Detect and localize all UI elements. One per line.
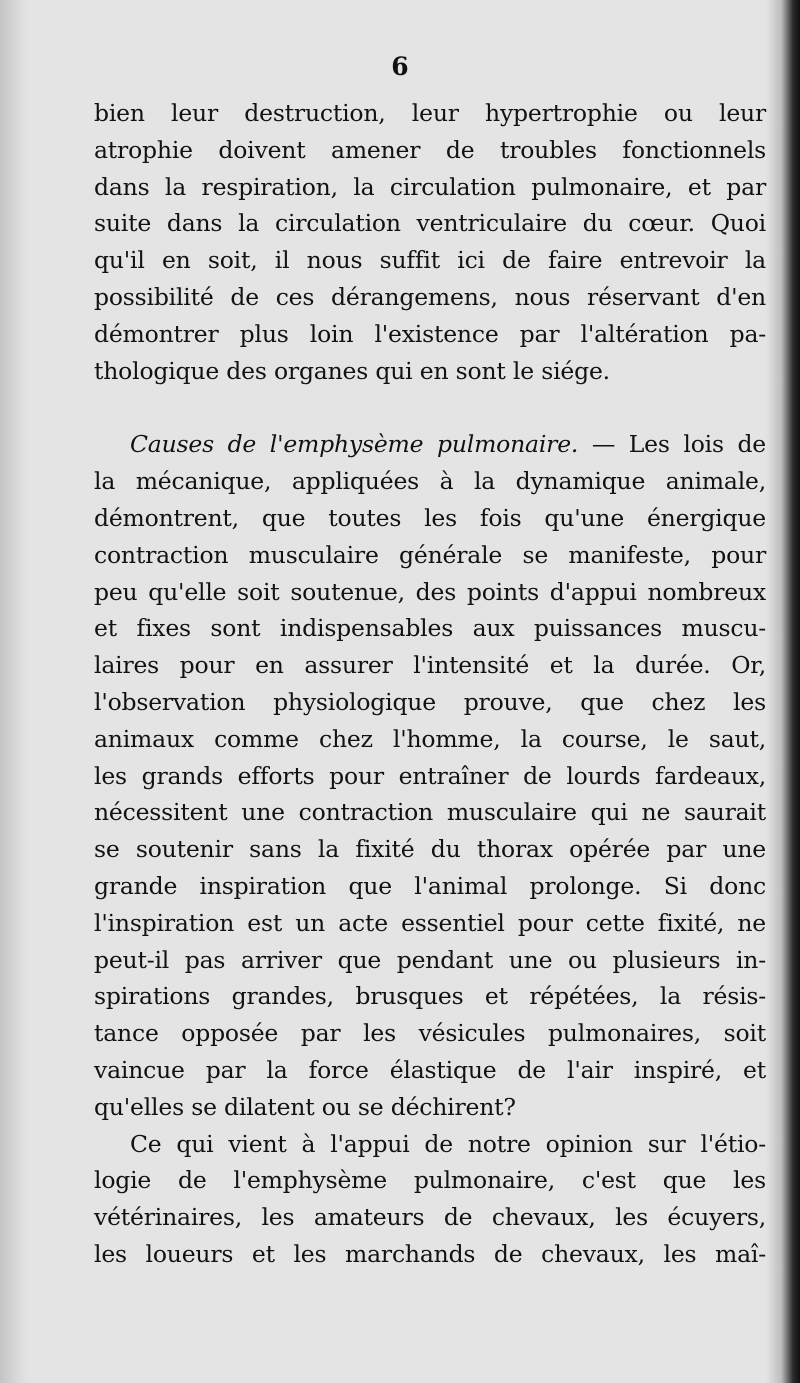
text-line: thologique des organes qui en sont le siége. bbox=[94, 356, 610, 385]
text-line: atrophie doivent amener de troubles fonctionnels bbox=[94, 135, 766, 164]
page-number: 6 bbox=[391, 52, 409, 81]
text-line: suite dans la circulation ventriculaire du cœur. Quoi bbox=[94, 209, 766, 238]
text-line: peu qu'elle soit soutenue, des points d'appui nombreux bbox=[94, 577, 766, 606]
section-title: Causes de l'emphysème pulmonaire. bbox=[130, 430, 579, 459]
text-line: qu'il en soit, il nous suffit ici de faire entrevoir la bbox=[94, 246, 766, 275]
text-line: la mécanique, appliquées à la dynamique animale, bbox=[94, 467, 766, 496]
section-heading-line bbox=[94, 426, 766, 463]
text-line: tance opposée par les vésicules pulmonaires, soit bbox=[94, 1019, 766, 1048]
text-line: démontrer plus loin l'existence par l'altération pa- bbox=[94, 319, 766, 348]
text-line: animaux comme chez l'homme, la course, le saut, bbox=[94, 724, 766, 753]
text-line: les grands efforts pour entraîner de lourds fardeaux, bbox=[94, 761, 766, 790]
text-line: dans la respiration, la circulation pulmonaire, et par bbox=[94, 172, 766, 201]
text-line: l'observation physiologique prouve, que chez les bbox=[94, 687, 766, 716]
text-line: nécessitent une contraction musculaire qui ne saurait bbox=[94, 798, 766, 827]
text-line: se soutenir sans la fixité du thorax opérée par une bbox=[94, 835, 766, 864]
page-right-edge-shadow bbox=[766, 0, 800, 1383]
text-line-fragment: Les lois de bbox=[628, 430, 766, 459]
text-line: l'inspiration est un acte essentiel pour cette fixité, ne bbox=[94, 908, 766, 937]
text-line: Ce qui vient à l'appui de notre opinion sur l'étio- bbox=[130, 1129, 766, 1158]
paragraph-gap bbox=[94, 389, 766, 426]
text-line: bien leur destruction, leur hypertrophie ou leur bbox=[94, 99, 766, 127]
text-line: spirations grandes, brusques et répétées, la résis- bbox=[94, 982, 766, 1011]
page-body-text bbox=[94, 95, 766, 1273]
text-line: logie de l'emphysème pulmonaire, c'est que les bbox=[94, 1166, 766, 1195]
text-line: vaincue par la force élastique de l'air inspiré, et bbox=[94, 1055, 766, 1084]
text-line: peut-il pas arriver que pendant une ou plusieurs in- bbox=[94, 945, 766, 974]
page-left-margin-shadow bbox=[0, 0, 30, 1383]
text-line: contraction musculaire générale se manifeste, pour bbox=[94, 540, 766, 569]
em-dash: — bbox=[578, 430, 629, 459]
text-line: laires pour en assurer l'intensité et la durée. Or, bbox=[94, 651, 766, 680]
text-line: qu'elles se dilatent ou se déchirent? bbox=[94, 1092, 516, 1121]
text-line: possibilité de ces dérangemens, nous réservant d'en bbox=[94, 282, 766, 311]
text-line: démontrent, que toutes les fois qu'une énergique bbox=[94, 503, 766, 532]
text-line: et fixes sont indispensables aux puissances muscu- bbox=[94, 614, 766, 643]
text-line: grande inspiration que l'animal prolonge. Si donc bbox=[94, 871, 766, 900]
text-line: vétérinaires, les amateurs de chevaux, les écuyers, bbox=[94, 1203, 766, 1232]
text-line: les loueurs et les marchands de chevaux, les maî- bbox=[94, 1239, 766, 1268]
